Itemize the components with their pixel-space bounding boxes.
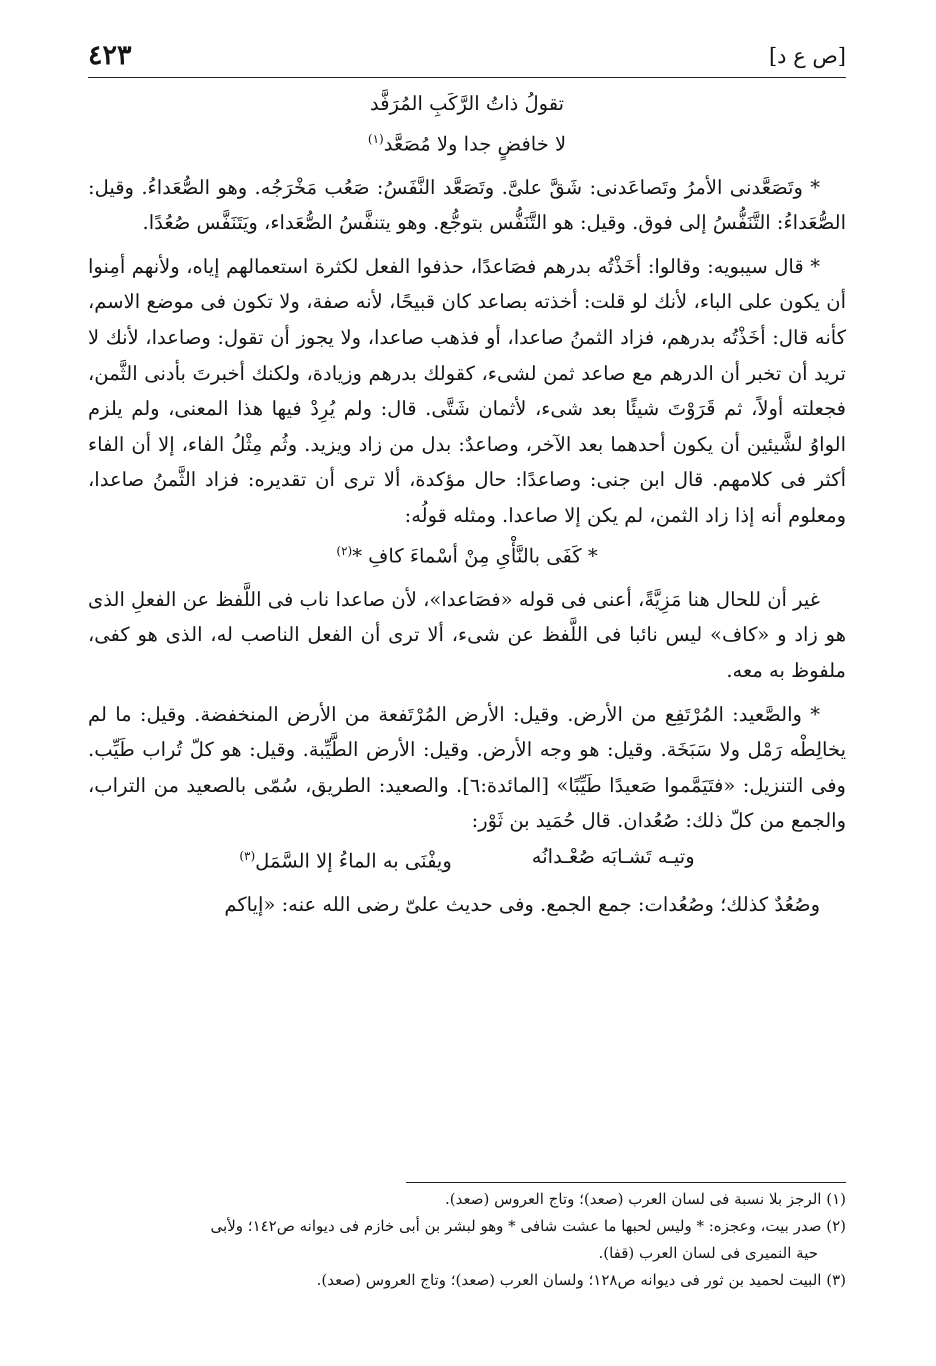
verse-line: تقولُ ذاتُ الرَّكَبِ المُرَفَّد — [369, 92, 565, 115]
text-line: كلّ تُراب طَيِّب. وفى التنزيل: «فتَيَمَّموا صَعيدًا طَيِّبًا» [المائدة:٦]. والصعيد: الطريق، — [88, 738, 846, 797]
verse-hemistich — [239, 839, 451, 879]
text-line: وصُعُدٌ كذلك؛ وصُعُدات: جمع الجمع. وفى حديث علىّ رضى الله عنه: «إياكم — [224, 892, 820, 916]
verse-text: لا خافضٍ جدا ولا مُصَعَّد — [383, 132, 567, 156]
footnote-rule — [406, 1182, 846, 1183]
text-line: ولأنهم أمِنوا أن يكون على الباء، لأنك لو قلت: أخذته بصاعد كان قبيحًا، لأنه صفة، — [88, 254, 846, 314]
text-line: سُمّى بالصعيد من التراب، والجمع من كلّ ذلك: صُعُدان. قال حُمَيد بن ثَوْر: — [88, 773, 846, 833]
text-line: ومعلوم أنه إذا زاد الثمن، لم يكن إلا صاعدا. ومثله قولُه: — [404, 504, 846, 528]
paragraph — [88, 887, 846, 923]
text-line: صاعدا، ولا يجوز أن تقول: وصاعدا، لأنك لا تريد أن تخبر أن الدرهم مع صاعد ثمن — [88, 326, 846, 385]
footnote: (٣) البيت لحميد بن ثور فى ديوانه ص١٢٨؛ ولسان العرب (صعد)؛ وتاج العروس (صعد). — [316, 1271, 846, 1289]
verse-hemistich: وتيـه تَشـابَه صُعْـدانُه — [531, 844, 695, 868]
text-line: الصُّعَداء، ويَتَنَفَّس صُعُدًا. — [142, 211, 333, 235]
footnote-ref: (١) — [367, 131, 384, 146]
text-line: بعد شىء، لأثمان شَتَّى. قال: ولم يُرِدْ فيها هذا المعنى، ولم يلزم الواوُ لشَّيئين أن يكون — [88, 397, 847, 456]
text-line: لشىء، كقولك بدرهم وزيادة، ولكنك أخبرتَ بأدنى الثَّمن، فجعلته أولاً، ثم قَرَوْتَ شيئًا — [88, 361, 846, 421]
text-line: كلامهم. قال ابن جنى: وصاعدًا: حال مؤكدة، ألا ترى أن تقديره: فزاد الثَّمنُ صاعدا، — [88, 468, 772, 492]
footnote-ref: (٣) — [239, 848, 256, 863]
footnote-continuation: حية النميرى فى لسان العرب (قفا). — [598, 1244, 818, 1262]
page-header — [88, 38, 846, 74]
paragraph — [88, 249, 846, 534]
header-rule — [88, 77, 846, 78]
text-line: الصُّعَداءُ. وقيل: الصُّعَداءُ: التَّنَفُّسُ إلى فوق. وقيل: هو التَّنَفُّس بتوجُّع. وهو يتنفَّسُ — [88, 175, 846, 235]
text-line: أحدهما بعد الآخر، وصاعدٌ: بدل من زاد ويزيد. وثُم مِثْلُ الفاء، إلا أن الفاء أكثر فى — [88, 432, 847, 492]
footnote-ref: (٢) — [336, 543, 353, 558]
text-line: ولا تكون فى موضع الاسم، كأنه قال: أخَذْتُه بدرهم، فزاد الثمنُ صاعدا، أو فذهب — [88, 290, 846, 350]
footnote: (١) الرجز بلا نسبة فى لسان العرب (صعد)؛ وتاج العروس (صعد). — [445, 1190, 846, 1208]
verse-line — [88, 534, 846, 574]
verse-text: ويفْنَى به الماءُ إلا السَّمَل — [255, 849, 452, 873]
paragraph — [88, 170, 846, 241]
paragraph — [88, 697, 846, 839]
text-line: * وتَصَعَّدنى الأمرُ وتَصاعَدنى: شَقَّ علىَّ. وتَصَعَّد النَّفَسُ: صَعُب مَخْرَجُه. وهو — [217, 175, 820, 199]
footnotes — [88, 1186, 846, 1294]
text-line: * قال سيبويه: وقالوا: أخَذْتُه بدرهم فصَاعدًا، حذفوا الفعل لكثرة استعمالهم إياه، — [186, 254, 820, 278]
verse-line — [88, 122, 846, 162]
text-line: الذى هو كفى، ملفوظ به معه. — [88, 623, 846, 682]
paragraph — [88, 582, 846, 689]
text-line: ما لم يخالِطْه رَمْل ولا سَبَخَة. وقيل: هو وجه الأرض. وقيل: الأرض الطَّيِّبة. وقيل: هو — [88, 702, 846, 762]
verse-couplet — [88, 839, 846, 879]
section-tag: [ص ع د] — [768, 44, 846, 68]
verse-text: * كَفَى بالنَّأْىِ مِنْ أسْماءَ كافِ * — [352, 544, 598, 568]
footnote: (٢) صدر بيت، وعجزه: * وليس لحبها ما عشت شافى * وهو لبشر بن أبى خازم فى ديوانه ص١٤٢؛ ولأبى — [210, 1217, 846, 1235]
page-number: ٤٢٣ — [88, 40, 132, 71]
main-text — [88, 86, 846, 923]
text-line: * والصَّعيد: المُرْتَفِع من الأرض. وقيل: الأرض المُرْتَفعة من الأرض المنخفضة. وقيل: — [139, 702, 820, 726]
text-line: الفعلِ الذى هو زاد و «كاف» ليس نائبا فى اللَّفظ عن شىء، ألا ترى أن الفعل الناصب له، — [88, 587, 846, 647]
text-line: غير أن للحال هنا مَزِيَّةً، أعنى فى قوله «فصَاعدا»، لأن صاعدا ناب فى اللَّفظ عن — [182, 587, 820, 611]
